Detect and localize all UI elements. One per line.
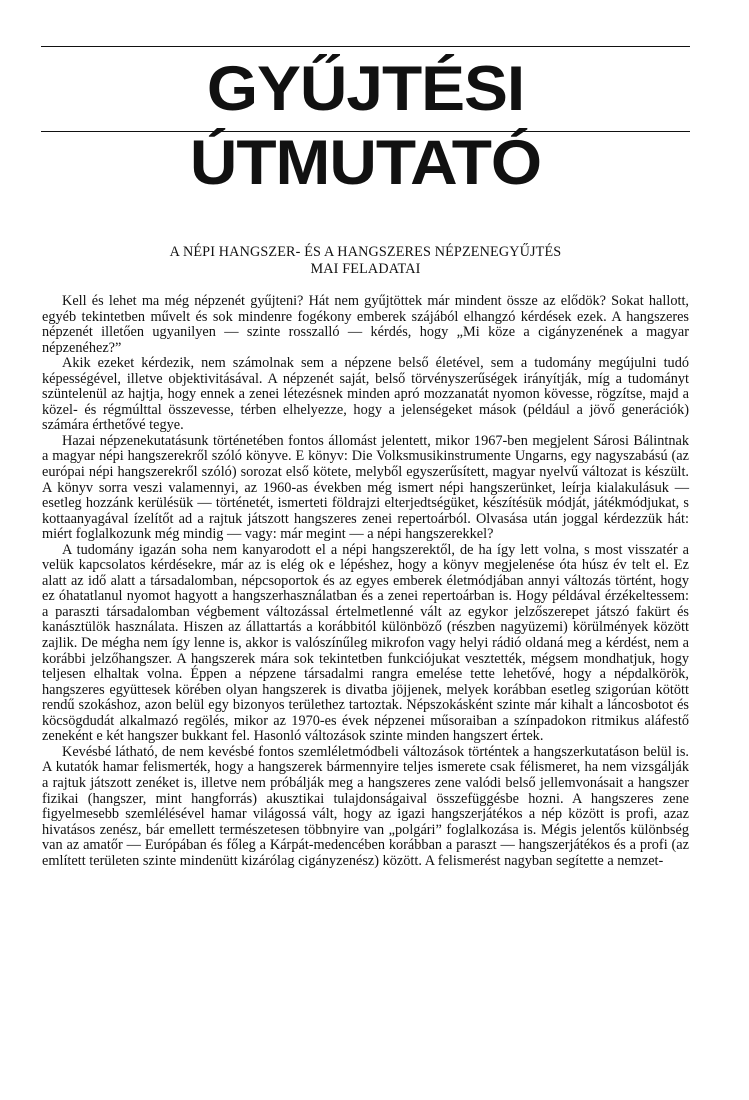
article-subtitle-line-1: A NÉPI HANGSZER- ÉS A HANGSZERES NÉPZENEGYŰJTÉS <box>169 244 562 260</box>
article-subtitle <box>41 244 690 278</box>
article-subtitle-line-2: MAI FELADATAI <box>310 261 421 277</box>
top-rule <box>41 46 690 47</box>
bottom-rule <box>41 131 690 132</box>
paragraph: Akik ezeket kérdezik, nem számolnak sem a népzene belső életével, sem a tudomány megújulni tudó képességével, illetve objektivitásával. A népzenét saját, belső törvényszerűségek irányítják, míg a tudományt szüntelenül az hajtja, hogy ennek a zenei létezésnek minden apró mozzanatát nyomon kövesse, rögzítse, majd a közel- és régmúlttal összevesse, térben elhelyezze, hogy a jelenségeket mások (például a jövő generációk) számára érthetővé tegye. <box>42 355 689 434</box>
section-banner-title: GYŰJTÉSI ÚTMUTATÓ <box>189 54 542 198</box>
paragraph: Kevésbé látható, de nem kevésbé fontos szemléletmódbeli változások történtek a hangszerkutatáson belül is. A kutatók hamar felismerték, hogy a hangszerek bármennyire teljes ismerete csak félismeret, ha nem vizsgálják a rajtuk játszott zenéket is, illetve nem próbálják meg a hangszeres zene valódi belső jellemvonásait a hangszer fizikai (hangszer, mint hangforrás) akusztikai tulajdonságaival összefüggésbe hozni. A hangszeres zene figyelmesebb szemlélésével hamar világossá vált, hogy az igazi hangszerjátékos a nép között is profi, azaz hivatásos zenész, bár emellett természetesen többnyire van „polgári” foglalkozása is. Mégis jelentős különbség van az amatőr — Európában és főleg a Kárpát-medencében korábban a paraszt — hangszerjátékos és a profi (az említett területen szinte mindenütt kizárólag cigányzenész) között. A felismerést nagyban segítette a nemzet- <box>42 743 689 869</box>
paragraph: Hazai népzenekutatásunk történetében fontos állomást jelentett, mikor 1967-ben megjelent Sárosi Bálintnak a magyar népi hangszerekről szóló könyve. E könyv: Die Volksmusikinstrumente Ungarns, egy nagyszabású (az európai népi hangszerekről szóló) sorozat első kötete, melyből egyszerűsített, magyar nyelvű változat is készült. A könyv sorra veszi valamennyi, az 1960-as években még ismert népi hangszerünket, leírja kialakulásuk — esetleg hozzánk kerülésük — történetét, ismerteti földrajzi elterjedtségüket, készítésük módját, játékmódjukat, s kottaanyagával ízelítőt ad a rajtuk játszott hangszeres zenei repertoárból. Olvasása után joggal kérdezzük hát: miért foglalkozunk még mindig — vagy: már megint — a népi hangszerekkel? <box>42 432 689 543</box>
paragraph: Kell és lehet ma még népzenét gyűjteni? Hát nem gyűjtöttek már mindent össze az elődök? Sokat hallott, egyéb tekintetben művelt és sok mindenre fogékony emberek szájából elhangzó kérdések ezek. A hangszeres népzenét illetően ugyanilyen — szinte rosszalló — kérdés, hogy „Mi köze a cigányzenének a magyar népzenéhez?” <box>42 293 689 356</box>
article-body <box>42 294 689 869</box>
paragraph: A tudomány igazán soha nem kanyarodott el a népi hangszerektől, de ha így lett volna, s most visszatér a velük kapcsolatos kérdésekre, már az is elég ok e lépéshez, hogy a könyv megjelenése óta húsz év telt el. Ez alatt az idő alatt a társadalomban, népcsoportok és az egyes emberek életmódjában annyi változás történt, hogy ez óhatatlanul nyomot hagyott a hangszerhasználatban és a zenei repertoárban is. Hogy példával érzékeltessem: a paraszti társadalomban végbement változással értelmetlenné vált az egykor jelzőszerepet játszó fakürt és kanásztülök használata. Hiszen az állattartás a korábbitól különböző (részben nagyüzemi) körülmények között zajlik. De mégha nem így lenne is, akkor is valószínűleg mikrofon vagy helyi rádió oldaná meg a kérdést, nem a korábbi jelzőhangszer. A hangszerek mára sok tekintetben funkciójukat vesztették, mégsem mondhatjuk, hogy teljesen elhaltak volna. Éppen a népzene társadalmi rangra emelése tette lehetővé, hogy a népdalkörök, hangszeres együttesek körében olyan hangszerek is divatba jöjjenek, melyek korábban esetleg szigorúan kötött rendű szokáshoz, azon belül egy bizonyos területhez tartoztak. Népszokásként szinte már kihalt a láncosbotot és köcsögdudát alkalmazó regölés, mikor az 1970-es évek népzenei műsoraiban a színpadokon ritmikus aláfestő zeneként e két hangszer bukkant fel. Hasonló változások szinte minden hangszert értek. <box>42 541 689 745</box>
